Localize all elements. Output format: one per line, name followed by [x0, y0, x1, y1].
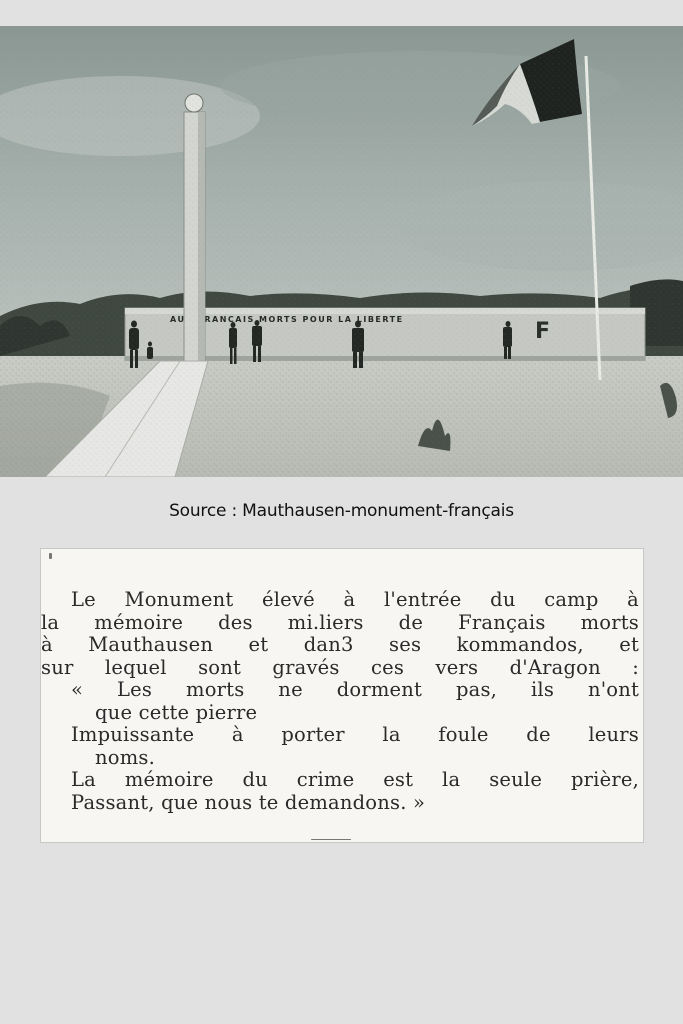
- clipping-line: sur lequel sont gravés ces vers d'Aragon :: [41, 655, 639, 679]
- monument-photo: [0, 26, 683, 477]
- clipping-line: Impuissante à porter la foule de leurs: [71, 723, 639, 746]
- clipping-line: à Mauthausen et dan3 ses kommandos, et: [41, 633, 639, 656]
- photo-caption: Source : Mauthausen-monument-français: [169, 501, 514, 521]
- clipping-line: Le Monument élevé à l'entrée du camp à: [71, 588, 639, 611]
- clipping-line: noms.: [95, 745, 155, 769]
- clipping-line: « Les morts ne dorment pas, ils n'ont: [71, 678, 639, 701]
- clipping-line: La mémoire du crime est la seule prière,: [71, 768, 639, 791]
- newspaper-clipping: [40, 548, 644, 843]
- clipping-text: [41, 588, 639, 814]
- clipping-line: que cette pierre: [95, 700, 258, 724]
- clipping-line: la mémoire des mi.liers de Français morts: [41, 610, 639, 634]
- clipping-line: Passant, que nous te demandons. »: [71, 790, 426, 814]
